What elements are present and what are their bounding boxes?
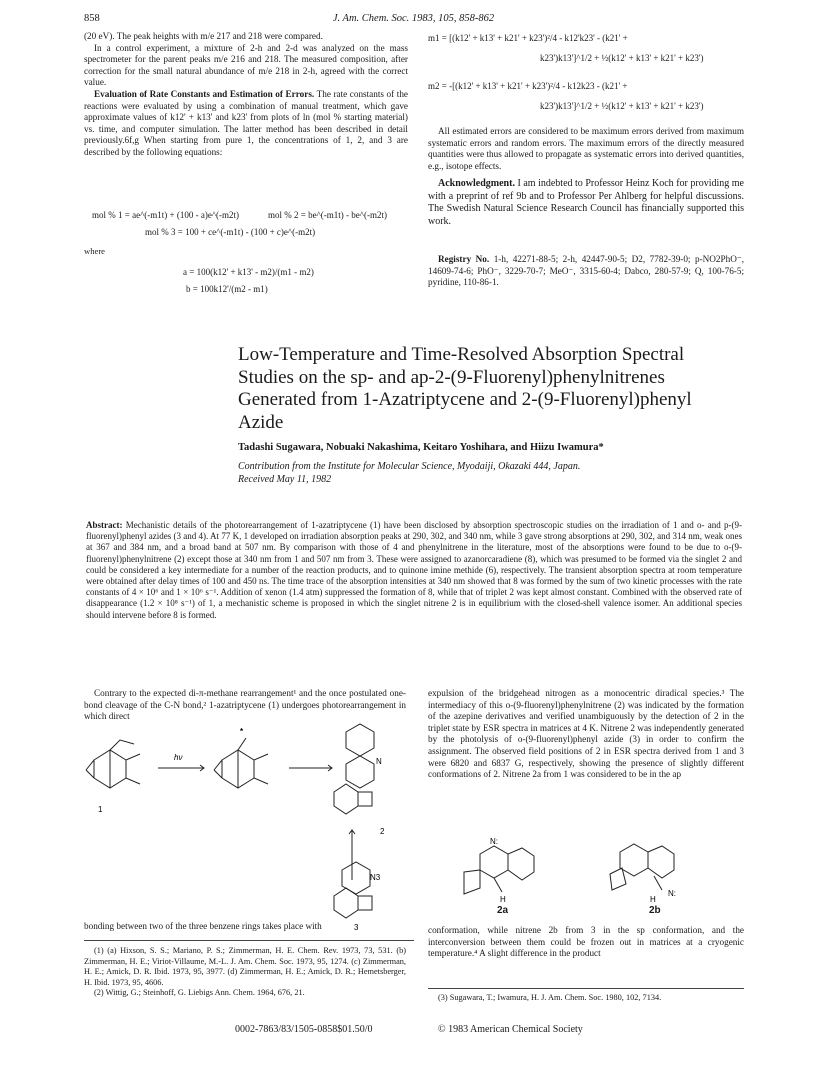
- authors: Tadashi Sugawara, Nobuaki Nakashima, Keitaro Yoshihara, and Hiizu Iwamura*: [238, 442, 604, 453]
- caption-2a: 2a: [497, 905, 509, 916]
- footnote-rule-left: [84, 940, 414, 941]
- structure-3: [334, 862, 372, 918]
- article-title: Low-Temperature and Time-Resolved Absorption Spectral Studies on the sp- and ap-2-(9-Fluorenyl)phenylnitrenes Generated from 1-Azatriptycene and 2-(9-Fluorenyl)phenyl Azide: [238, 344, 692, 433]
- body-right-para1: expulsion of the bridgehead nitrogen as a monocentric diradical species.³ The intermediacy of this o-(9-fluorenyl)phenylnitrene (2) was indicated by the formation of the azepine derivatives and verified unambiguously by the detection of 2 in the triplet state by ESR spectra in matrices at 4 K. Nitrene 2 was independently generated by the photolysis of o-(9-fluorenyl)phenyl azide (3) in order to confirm the assignment. The observed field positions of 2 in ESR spectra derived from 1 and 3 were 6820 and 6837 G, respectively, showing the presence of slightly different conformations of 2. Nitrene 2a from 1 was considered to be in the ap: [428, 688, 744, 780]
- footer-code: 0002-7863/83/1505-0858$01.50/0: [235, 1024, 373, 1035]
- n-label-2a: N:: [490, 837, 498, 846]
- structure-2: [334, 724, 374, 814]
- equation-m1-line2: k23')k13']^1/2 + ½(k12' + k13' + k21' + k23'): [540, 53, 704, 63]
- equation-m2-line2: k23')k13']^1/2 + ½(k12' + k13' + k21' + k23'): [540, 101, 704, 111]
- n3-label: N3: [370, 873, 381, 882]
- n-label: N: [376, 757, 382, 766]
- eval-paragraph: [84, 89, 408, 159]
- label-1: 1: [98, 805, 103, 814]
- h-label-2b: H: [650, 895, 656, 904]
- hv-label: hν: [174, 753, 183, 762]
- registry-text: 1-h, 42271-88-5; 2-h, 42447-90-5; D2, 7782-39-0; p-NO2PhO⁻, 14609-74-6; PhO⁻, 3229-70-7; MeO⁻, 3315-60-4; Dabco, 280-57-9; Q, 100-76-5; pyridine, 110-86-1.: [428, 254, 744, 288]
- eval-heading: Evaluation of Rate Constants and Estimation of Errors.: [94, 88, 315, 99]
- structure-intermediate: [214, 738, 268, 788]
- equation-m2-line1: m2 = -[(k12' + k13' + k21' + k23')²/4 - k12k23 - (k21' +: [428, 81, 628, 91]
- affiliation-text: Contribution from the Institute for Molecular Science, Myodaiji, Okazaki 444, Japan.: [238, 461, 581, 472]
- body-right-para2: conformation, while nitrene 2b from 3 in the sp conformation, and the interconversion between them could be frozen out in matrices at a cryogenic temperature.⁴ A slight difference in the product: [428, 925, 744, 959]
- structures-2a-2b: [450, 837, 710, 912]
- equation-mol1: mol % 1 = ae^(-m1t) + (100 - a)e^(-m2t): [92, 210, 240, 220]
- page-number: 858: [84, 13, 100, 24]
- equation-mol2: mol % 2 = be^(-m1t) - be^(-m2t): [268, 210, 387, 220]
- prev-left-text: [84, 31, 408, 159]
- equation-b: b = 100k12'/(m2 - m1): [186, 284, 268, 294]
- label-3: 3: [354, 923, 359, 932]
- abstract-label: Abstract:: [86, 520, 123, 530]
- registry: [428, 254, 744, 289]
- footnote-1: (1) (a) Hixson, S. S.; Mariano, P. S.; Zimmerman, H. E. Chem. Rev. 1973, 73, 531. (b) Zimmerman, H. E.; Viriot-Villaume, M.-L. J. Am. Chem. Soc. 1973, 95, 1274. (c) Zimmerman, H. E.; Amick, D. R. Ibid. 1973, 95, 3977. (d) Zimmerman, H. E.; Amick, D. R.; Hemetsberger, H. Ibid. 1973, 95, 4606.: [84, 946, 406, 987]
- caption-2b: 2b: [649, 905, 661, 916]
- equation-m1-line1: m1 = [(k12' + k13' + k21' + k23')²/4 - k12'k23' - (k21' +: [428, 33, 628, 43]
- affiliation: [238, 461, 718, 486]
- ack-heading: Acknowledgment.: [438, 178, 515, 189]
- body-left-para2: bonding between two of the three benzene rings takes place with: [84, 921, 322, 931]
- registry-heading: Registry No.: [438, 254, 490, 264]
- star-label: *: [240, 727, 244, 736]
- errors-paragraph: All estimated errors are considered to be maximum errors derived from maximum systematic errors and random errors. The maximum errors of the directly measured quantities were thus allowed to propagate as systematic errors into derived quantities, e.g., isotope effects.: [428, 126, 744, 171]
- h-label-2a: H: [500, 895, 506, 904]
- footnote-3: (3) Sugawara, T.; Iwamura, H. J. Am. Chem. Soc. 1980, 102, 7134.: [438, 993, 662, 1002]
- label-2: 2: [380, 827, 385, 836]
- abstract-text: Mechanistic details of the photorearrangement of 1-azatriptycene (1) have been disclosed by absorption spectroscopic studies on the irradiation of 1 and o- and p-(9-fluorenyl)phenyl azides (3 and 4). At 77 K, 1 developed on irradiation absorption peaks at 290, 302, and 340 nm, while 3 gave strong absorptions at 290, 302, and 314 nm, weak ones at 367 and 384 nm, and a broad band at 507 nm. By comparison with those of 4 and phenylnitrene in the literature, most of the absorptions were found to be due to o-(9-fluorenyl)phenylnitrene (2) except those at 340 nm from 1 and 507 nm from 3. These were assigned to azanorcaradiene (8), which was presumed to be formed via the singlet 2 and could be considered a key intermediate for a number of the reaction products, and to quinone imine methide (6), respectively. The transient absorption spectra at room temperature were obtained after delay times of 100 and 450 ns. The time trace of the absorption intensities at 340 nm showed that 8 was formed by the sum of two kinetic processes with the rate constants of 4 × 10⁶ and 1 × 10⁶ s⁻¹. Addition of xenon (1.4 atm) suppressed the formation of 8, while that of triplet 2 was kept almost constant. Combined with the observed rate of disappearance (1.2 × 10⁸ s⁻¹) of 1, a mechanistic scheme is proposed in which the singlet nitrene 2 is in equilibrium with the closed-shell valence isomer. An additional species should intervene before 8 is formed.: [86, 520, 743, 620]
- footnote-2: (2) Wittig, G.; Steinhoff, G. Liebigs Ann. Chem. 1964, 676, 21.: [94, 988, 305, 997]
- equation-mol3: mol % 3 = 100 + ce^(-m1t) - (100 + c)e^(-m2t): [145, 227, 316, 237]
- prev-para1: (20 eV). The peak heights with m/e 217 and 218 were compared.: [84, 31, 323, 41]
- eval-text: The rate constants of the reactions were evaluated by using a combination of manual treatment, which gave approximate values of k12' + k13' and k23' from plots of ln (mol % starting material) vs. time, and computer simulation. The latter method has been described in detail previously.6f,g When starting from pure 1, the concentrations of 1, 2, and 3 are described by the following equations:: [84, 88, 408, 157]
- footnote-rule-right: [428, 988, 744, 989]
- running-header: J. Am. Chem. Soc. 1983, 105, 858-862: [332, 13, 495, 24]
- footnotes-left: [84, 946, 406, 999]
- footer-copyright: © 1983 American Chemical Society: [438, 1024, 583, 1035]
- structure-1: [86, 740, 140, 788]
- acknowledgment: [428, 178, 744, 228]
- structure-2a: [464, 846, 534, 894]
- structure-2b: [610, 844, 674, 890]
- body-left-para1: Contrary to the expected di-π-methane rearrangement¹ and the once postulated one-bond cleavage of the C-N bond,² 1-azatriptycene (1) undergoes photorearrangement in which direct: [84, 688, 406, 722]
- received-date: Received May 11, 1982: [238, 473, 332, 485]
- equation-a: a = 100(k12' + k13' - m2)/(m1 - m2): [183, 267, 314, 277]
- where-label: where: [84, 246, 105, 256]
- ack-text: I am indebted to Professor Heinz Koch for providing me with a preprint of ref 9b and to Professor Per Ahlberg for helpful discussions. The Swedish Natural Science Research Council has financially supported this work.: [428, 178, 745, 227]
- n-label-2b: N:: [668, 889, 676, 898]
- abstract: [86, 520, 742, 621]
- prev-para2: In a control experiment, a mixture of 2-h and 2-d was analyzed on the mass spectrometer for the parent peaks m/e 216 and 218. The measured composition, after correction for the small natural abundance of m/e 218 in 2-h, agreed with the correct value.: [84, 42, 408, 88]
